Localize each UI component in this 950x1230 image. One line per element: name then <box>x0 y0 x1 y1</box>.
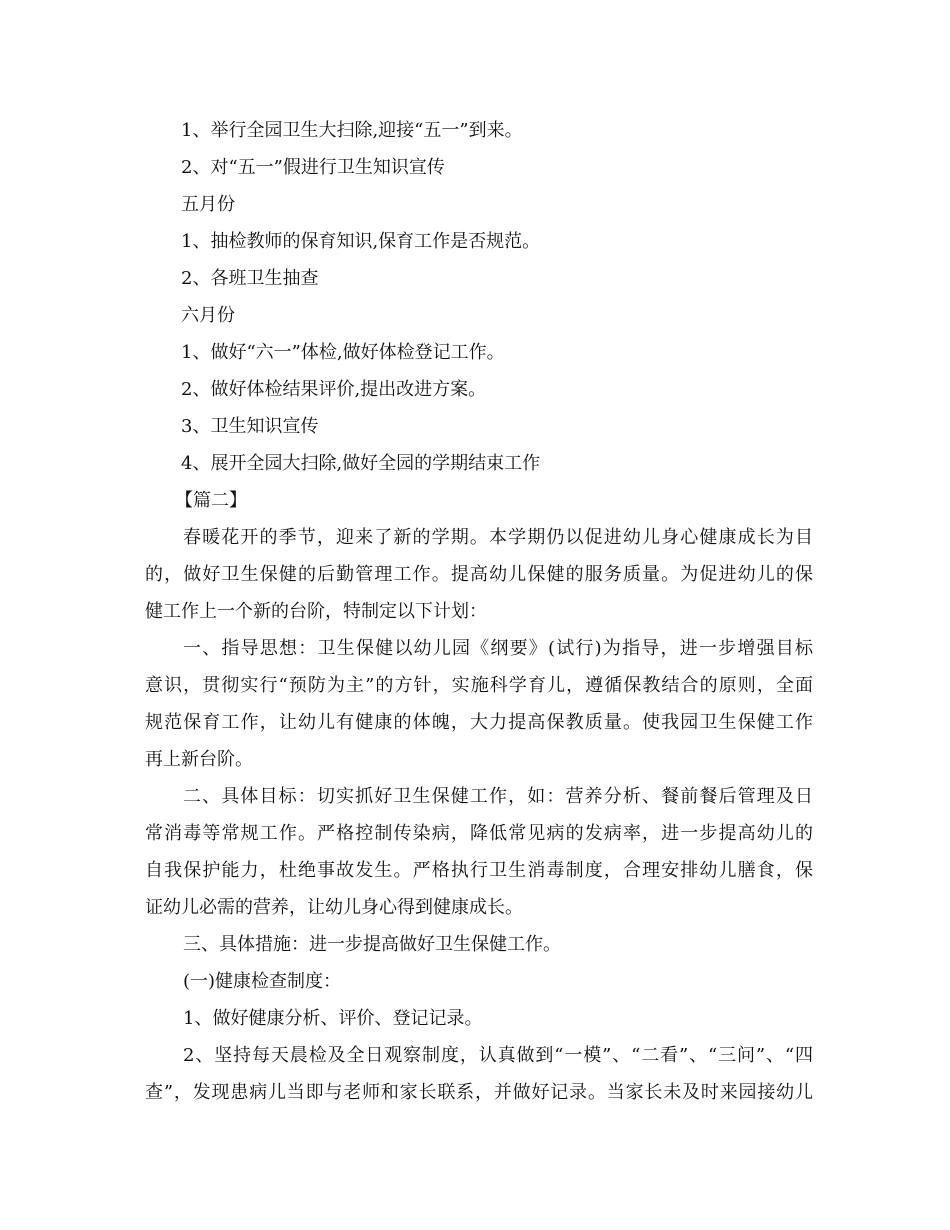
health-check-title: (一)健康检查制度： <box>183 971 342 992</box>
section-title: 【篇二】 <box>175 490 247 511</box>
intro-paragraph <box>145 519 813 630</box>
document-body <box>145 112 813 1111</box>
list-item: 1、做好“六一”体检,做好体检登记工作。 <box>181 342 505 363</box>
list-item: 4、展开全园大扫除,做好全园的学期结束工作 <box>181 453 541 474</box>
paragraph-line: 2、坚持每天晨检及全日观察制度，认真做到“一模”、“二看”、“三问”、“四 <box>183 1045 813 1066</box>
list-item: 2、各班卫生抽查 <box>181 268 319 289</box>
paragraph-line: 春暖花开的季节，迎来了新的学期。本学期仍以促进幼儿身心健康成长为目 <box>183 527 813 548</box>
health-item-2-paragraph <box>145 1037 813 1111</box>
list-item: 3、卫生知识宣传 <box>181 416 319 437</box>
paragraph-line: 再上新台阶。 <box>145 749 253 770</box>
list-item: 1、举行全园卫生大扫除,迎接“五一”到来。 <box>181 120 523 141</box>
list-item: 2、对“五一”假进行卫生知识宣传 <box>181 157 445 178</box>
paragraph-line: 二、具体目标：切实抓好卫生保健工作，如：营养分析、餐前餐后管理及日 <box>183 786 813 807</box>
paragraph-line: 规范保育工作，让幼儿有健康的体魄，大力提高保教质量。使我园卫生保健工作 <box>145 712 813 733</box>
paragraph-line: 证幼儿必需的营养，让幼儿身心得到健康成长。 <box>145 897 523 918</box>
list-item: 2、做好体检结果评价,提出改进方案。 <box>181 379 487 400</box>
month-heading-june: 六月份 <box>181 305 235 326</box>
list-item: 1、做好健康分析、评价、登记记录。 <box>183 1008 483 1029</box>
measures-title: 三、具体措施：进一步提高做好卫生保健工作。 <box>183 934 561 955</box>
month-heading-may: 五月份 <box>181 194 235 215</box>
paragraph-line: 健工作上一个新的台阶，特制定以下计划： <box>145 601 487 622</box>
specific-goals-paragraph <box>145 778 813 926</box>
list-item: 1、抽检教师的保育知识,保育工作是否规范。 <box>181 231 541 252</box>
paragraph-line: 查”，发现患病儿当即与老师和家长联系，并做好记录。当家长未及时来园接幼儿 <box>145 1082 813 1103</box>
paragraph-line: 的，做好卫生保健的后勤管理工作。提高幼儿保健的服务质量。为促进幼儿的保 <box>145 564 813 585</box>
paragraph-line: 自我保护能力，杜绝事故发生。严格执行卫生消毒制度，合理安排幼儿膳食，保 <box>145 860 813 881</box>
guiding-principle-paragraph <box>145 630 813 778</box>
paragraph-line: 常消毒等常规工作。严格控制传染病，降低常见病的发病率，进一步提高幼儿的 <box>145 823 813 844</box>
paragraph-line: 一、指导思想：卫生保健以幼儿园《纲要》(试行)为指导，进一步增强目标 <box>183 638 813 659</box>
paragraph-line: 意识，贯彻实行“预防为主”的方针，实施科学育儿，遵循保教结合的原则，全面 <box>145 675 813 696</box>
